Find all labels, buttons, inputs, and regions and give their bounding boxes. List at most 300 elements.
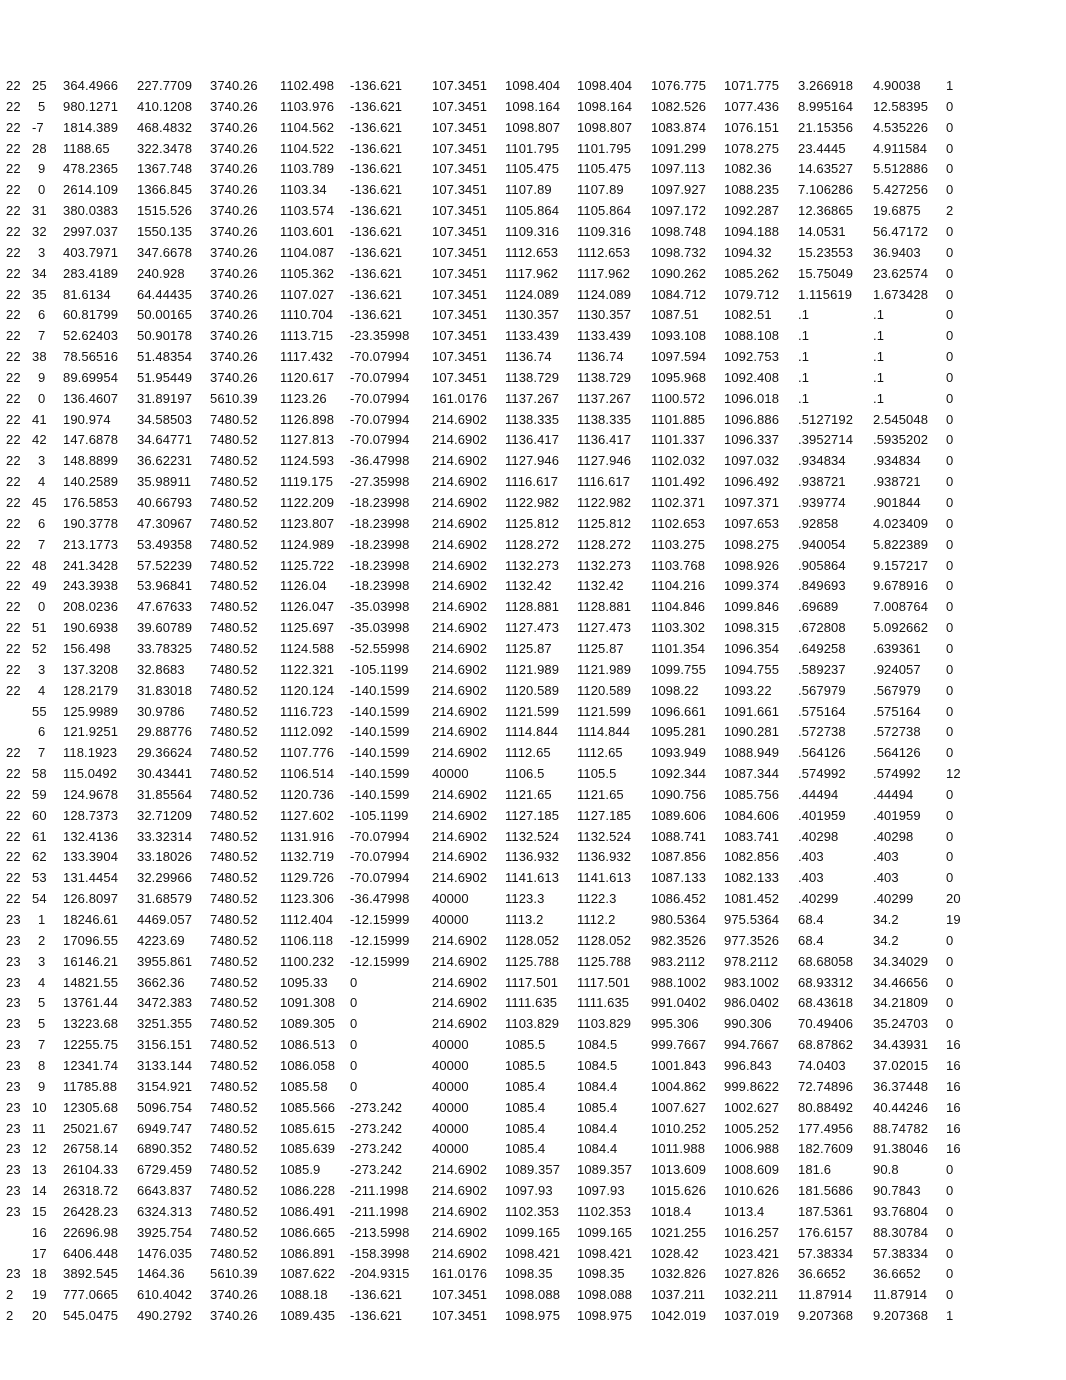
table-cell: 1136.74 <box>577 349 624 364</box>
table-cell: 22 <box>6 849 21 864</box>
table-row <box>6 411 1046 432</box>
table-cell: 1099.755 <box>651 662 707 677</box>
table-cell: 7480.52 <box>210 954 258 969</box>
table-row <box>6 600 1046 621</box>
table-cell: 1121.989 <box>505 662 560 677</box>
table-cell: 1112.2 <box>577 912 616 927</box>
table-cell: 68.4 <box>798 933 824 948</box>
table-cell: 107.3451 <box>432 287 488 302</box>
table-cell: 148.8899 <box>63 453 119 468</box>
table-cell: 0 <box>946 641 954 656</box>
table-cell: 22 <box>6 391 21 406</box>
table-cell: 1123.26 <box>280 391 327 406</box>
table-cell: 11785.88 <box>63 1079 118 1094</box>
table-cell: 40.44246 <box>873 1100 929 1115</box>
table-cell: 1101.795 <box>505 141 560 156</box>
table-cell: .649258 <box>798 641 846 656</box>
table-cell: 410.1208 <box>137 99 193 114</box>
table-cell: 12341.74 <box>63 1058 119 1073</box>
table-cell: 1018.4 <box>651 1204 692 1219</box>
table-cell: 1104.522 <box>280 141 335 156</box>
table-cell: 3472.383 <box>137 995 193 1010</box>
table-cell: -140.1599 <box>350 704 410 719</box>
table-cell: 1104.087 <box>280 245 335 260</box>
table-cell: 1111.635 <box>577 995 630 1010</box>
table-cell: 0 <box>946 995 954 1010</box>
table-cell: 40000 <box>432 766 469 781</box>
table-cell: 0 <box>350 995 358 1010</box>
table-cell: 47.30967 <box>137 516 193 531</box>
table-cell: 0 <box>946 245 954 260</box>
table-cell: 136.4607 <box>63 391 119 406</box>
table-cell: 3.266918 <box>798 78 854 93</box>
table-cell: 190.3778 <box>63 516 119 531</box>
table-cell: 1110.704 <box>280 307 334 322</box>
table-cell: 1099.165 <box>577 1225 633 1240</box>
table-cell: 1132.273 <box>577 558 632 573</box>
table-cell: 1101.337 <box>651 432 706 447</box>
table-cell: 42 <box>32 432 47 447</box>
table-cell: 128.2179 <box>63 683 119 698</box>
table-cell: 1126.04 <box>280 578 327 593</box>
table-cell: 1091.308 <box>280 995 336 1010</box>
table-cell: 1138.335 <box>577 412 632 427</box>
table-row <box>6 516 1046 537</box>
table-cell: -36.47998 <box>350 453 410 468</box>
table-row <box>6 243 1046 264</box>
table-cell: 107.3451 <box>432 161 488 176</box>
table-cell: 975.5364 <box>724 912 780 927</box>
table-cell: 19 <box>946 912 961 927</box>
table-cell: 999.7667 <box>651 1037 707 1052</box>
table-cell: 3156.151 <box>137 1037 193 1052</box>
table-cell: 1084.4 <box>577 1141 618 1156</box>
table-cell: 1124.588 <box>280 641 335 656</box>
table-cell: 0 <box>946 724 954 739</box>
table-cell: 7480.52 <box>210 620 258 635</box>
table-cell: 26758.14 <box>63 1141 119 1156</box>
table-cell: 29.36624 <box>137 745 193 760</box>
table-cell: 0 <box>946 1246 954 1261</box>
table-cell: .1 <box>873 307 885 322</box>
table-cell: 0 <box>946 578 954 593</box>
table-cell: 1081.452 <box>724 891 780 906</box>
table-cell: 1103.976 <box>280 99 335 114</box>
table-cell: 1093.22 <box>724 683 772 698</box>
table-cell: 12 <box>946 766 961 781</box>
table-cell: 5.512886 <box>873 161 929 176</box>
table-cell: 1128.881 <box>577 599 632 614</box>
table-cell: 1117.432 <box>280 349 334 364</box>
table-cell: 22 <box>6 829 21 844</box>
table-cell: 1096.661 <box>651 704 707 719</box>
table-cell: 227.7709 <box>137 78 193 93</box>
table-cell: 1098.807 <box>505 120 561 135</box>
table-cell: 1121.989 <box>577 662 632 677</box>
table-cell: 977.3526 <box>724 933 780 948</box>
table-cell: 3740.26 <box>210 120 258 135</box>
table-cell: 1116.617 <box>577 474 631 489</box>
table-cell: 1125.788 <box>505 954 560 969</box>
table-cell: 40000 <box>432 1058 469 1073</box>
table-cell: 190.6938 <box>63 620 119 635</box>
table-cell: 214.6902 <box>432 599 488 614</box>
table-cell: -70.07994 <box>350 870 410 885</box>
table-cell: 1117.501 <box>577 975 631 990</box>
table-cell: 1 <box>946 1308 954 1323</box>
table-cell: 1103.601 <box>280 224 335 239</box>
table-cell: 1122.982 <box>577 495 632 510</box>
table-cell: 3 <box>38 453 46 468</box>
table-cell: 1112.65 <box>505 745 551 760</box>
table-cell: 1515.526 <box>137 203 193 218</box>
table-cell: 22 <box>6 891 21 906</box>
table-cell: 1105.5 <box>577 766 617 781</box>
table-cell: 1004.862 <box>651 1079 707 1094</box>
table-cell: 996.843 <box>724 1058 772 1073</box>
table-cell: 3662.36 <box>137 975 185 990</box>
table-cell: 1128.052 <box>505 933 560 948</box>
table-cell: 1106.514 <box>280 766 335 781</box>
table-cell: 1085.615 <box>280 1121 336 1136</box>
table-cell: 47.67633 <box>137 599 193 614</box>
table-cell: 1125.87 <box>577 641 624 656</box>
table-cell: 1098.22 <box>651 683 699 698</box>
table-cell: -12.15999 <box>350 954 410 969</box>
table-cell: 52 <box>32 641 47 656</box>
table-cell: 7 <box>38 537 46 552</box>
table-cell: 214.6902 <box>432 516 488 531</box>
table-cell: .564126 <box>873 745 921 760</box>
table-cell: 22 <box>6 766 21 781</box>
table-cell: 990.306 <box>724 1016 772 1031</box>
table-cell: 1476.035 <box>137 1246 193 1261</box>
table-cell: 147.6878 <box>63 432 119 447</box>
table-cell: 283.4189 <box>63 266 119 281</box>
table-cell: 1103.574 <box>280 203 335 218</box>
table-cell: 214.6902 <box>432 537 488 552</box>
table-cell: -70.07994 <box>350 391 410 406</box>
table-cell: 32 <box>32 224 47 239</box>
table-cell: -140.1599 <box>350 766 410 781</box>
table-cell: .924057 <box>873 662 921 677</box>
table-cell: -136.621 <box>350 78 403 93</box>
table-cell: 33.18026 <box>137 849 193 864</box>
table-cell: 1120.589 <box>505 683 560 698</box>
table-cell: 1103.829 <box>505 1016 560 1031</box>
table-cell: 9.678916 <box>873 578 929 593</box>
table-cell: 1103.789 <box>280 161 335 176</box>
table-cell: 347.6678 <box>137 245 193 260</box>
table-cell: 31.85564 <box>137 787 193 802</box>
table-row <box>6 579 1046 600</box>
table-cell: 8 <box>38 1058 46 1073</box>
table-cell: 1123.3 <box>505 891 545 906</box>
table-cell: 35.24703 <box>873 1016 929 1031</box>
table-cell: 55 <box>32 704 47 719</box>
table-cell: 4.023409 <box>873 516 929 531</box>
table-cell: 22 <box>6 578 21 593</box>
table-cell: 1119.175 <box>280 474 334 489</box>
table-cell: 4.911584 <box>873 141 928 156</box>
table-cell: 982.3526 <box>651 933 707 948</box>
table-cell: 1088.949 <box>724 745 780 760</box>
table-cell: .5127192 <box>798 412 854 427</box>
table-cell: 214.6902 <box>432 432 488 447</box>
table-cell: 1098.35 <box>577 1266 625 1281</box>
table-cell: 1107.89 <box>505 182 552 197</box>
table-cell: 7480.52 <box>210 1121 258 1136</box>
table-cell: 1132.524 <box>577 829 632 844</box>
table-cell: 1125.722 <box>280 558 335 573</box>
table-cell: 7480.52 <box>210 516 258 531</box>
table-cell: 22 <box>6 495 21 510</box>
table-cell: 1102.371 <box>651 495 706 510</box>
table-cell: -273.242 <box>350 1141 403 1156</box>
table-cell: 5 <box>38 995 46 1010</box>
table-cell: 3 <box>38 954 46 969</box>
table-cell: 8.995164 <box>798 99 854 114</box>
table-cell: 1086.228 <box>280 1183 336 1198</box>
table-cell: 380.0383 <box>63 203 119 218</box>
table-cell: 1095.33 <box>280 975 328 990</box>
table-cell: -70.07994 <box>350 370 410 385</box>
table-cell: 0 <box>38 391 46 406</box>
table-cell: 22 <box>6 307 21 322</box>
table-cell: 1117.962 <box>577 266 631 281</box>
table-cell: 6729.459 <box>137 1162 193 1177</box>
table-cell: 1097.93 <box>577 1183 625 1198</box>
table-cell: 1102.498 <box>280 78 335 93</box>
table-cell: 7480.52 <box>210 1204 258 1219</box>
table-cell: 7480.52 <box>210 474 258 489</box>
table-cell: 1082.856 <box>724 849 780 864</box>
table-cell: 118.1923 <box>63 745 118 760</box>
table-cell: 1138.729 <box>505 370 560 385</box>
table-cell: 1095.968 <box>651 370 707 385</box>
table-cell: 214.6902 <box>432 1204 488 1219</box>
table-cell: 0 <box>946 1287 954 1302</box>
table-cell: 1130.357 <box>505 307 560 322</box>
table-cell: 60.81799 <box>63 307 119 322</box>
table-cell: 1085.5 <box>505 1058 546 1073</box>
table-cell: 1090.262 <box>651 266 707 281</box>
table-cell: 0 <box>946 537 954 552</box>
table-cell: 22 <box>6 245 21 260</box>
table-cell: 31.89197 <box>137 391 193 406</box>
table-cell: -140.1599 <box>350 745 410 760</box>
table-cell: 90.8 <box>873 1162 899 1177</box>
table-cell: 0 <box>946 120 954 135</box>
table-cell: 5 <box>38 1016 46 1031</box>
table-cell: 1122.321 <box>280 662 335 677</box>
table-cell: -136.621 <box>350 141 403 156</box>
table-cell: 1085.4 <box>577 1100 618 1115</box>
table-cell: 980.5364 <box>651 912 707 927</box>
table-cell: 3740.26 <box>210 349 258 364</box>
table-cell: 214.6902 <box>432 495 488 510</box>
table-cell: 6890.352 <box>137 1141 193 1156</box>
table-cell: 5.092662 <box>873 620 929 635</box>
table-cell: 1127.185 <box>505 808 560 823</box>
table-cell: 7480.52 <box>210 1162 258 1177</box>
table-cell: .5935202 <box>873 432 929 447</box>
table-cell: 1.673428 <box>873 287 929 302</box>
table-cell: 214.6902 <box>432 683 488 698</box>
table-cell: 5096.754 <box>137 1100 193 1115</box>
table-cell: 21.15356 <box>798 120 854 135</box>
table-cell: 1113.715 <box>280 328 334 343</box>
table-cell: 6 <box>38 307 46 322</box>
table-cell: 1122.982 <box>505 495 560 510</box>
table-cell: 181.6 <box>798 1162 832 1177</box>
table-row <box>6 75 1046 96</box>
table-cell: 22 <box>6 99 21 114</box>
table-cell: 1095.281 <box>651 724 707 739</box>
table-cell: 107.3451 <box>432 349 488 364</box>
table-row <box>6 159 1046 180</box>
table-cell: 2.545048 <box>873 412 929 427</box>
table-cell: 1027.826 <box>724 1266 780 1281</box>
table-cell: 34.43931 <box>873 1037 929 1052</box>
table-cell: 0 <box>946 182 954 197</box>
table-cell: 1103.275 <box>651 537 706 552</box>
table-cell: 57.52239 <box>137 558 193 573</box>
table-cell: 2 <box>6 1308 14 1323</box>
table-cell: 2 <box>38 933 46 948</box>
table-cell: 1132.719 <box>280 849 335 864</box>
table-cell: 1138.335 <box>505 412 560 427</box>
table-cell: 22696.98 <box>63 1225 119 1240</box>
table-cell: .575164 <box>873 704 921 719</box>
table-cell: -136.621 <box>350 182 403 197</box>
table-cell: 4.90038 <box>873 78 921 93</box>
table-row <box>6 306 1046 327</box>
table-cell: 1128.272 <box>505 537 560 552</box>
table-cell: 107.3451 <box>432 1287 488 1302</box>
table-cell: 214.6902 <box>432 558 488 573</box>
table-cell: 1117.962 <box>505 266 559 281</box>
table-cell: 1125.697 <box>280 620 335 635</box>
table-cell: 1121.65 <box>505 787 552 802</box>
table-cell: 1112.653 <box>577 245 631 260</box>
table-cell: -52.55998 <box>350 641 410 656</box>
table-cell: .40298 <box>798 829 839 844</box>
table-cell: 1100.232 <box>280 954 335 969</box>
table-cell: -70.07994 <box>350 849 410 864</box>
table-cell: 54 <box>32 891 47 906</box>
table-cell: 1106.5 <box>505 766 545 781</box>
table-cell: 40000 <box>432 1121 469 1136</box>
table-cell: -70.07994 <box>350 432 410 447</box>
table-cell: 7480.52 <box>210 1183 258 1198</box>
table-cell: 3740.26 <box>210 370 258 385</box>
table-cell: 12.36865 <box>798 203 854 218</box>
table-cell: 16 <box>946 1100 961 1115</box>
table-cell: 51.95449 <box>137 370 193 385</box>
table-cell: 57.38334 <box>873 1246 929 1261</box>
table-cell: 978.2112 <box>724 954 779 969</box>
table-cell: 983.1002 <box>724 975 780 990</box>
table-cell: 1138.729 <box>577 370 632 385</box>
table-cell: 1085.4 <box>505 1141 546 1156</box>
table-cell: 7480.52 <box>210 829 258 844</box>
table-cell: 1076.151 <box>724 120 780 135</box>
table-cell: 214.6902 <box>432 954 488 969</box>
table-cell: 26104.33 <box>63 1162 119 1177</box>
table-cell: -136.621 <box>350 99 403 114</box>
table-row <box>6 348 1046 369</box>
table-row <box>6 684 1046 705</box>
table-cell: 1085.639 <box>280 1141 336 1156</box>
table-cell: 0 <box>946 620 954 635</box>
table-cell: 1085.566 <box>280 1100 336 1115</box>
table-cell: 68.43618 <box>798 995 854 1010</box>
table-cell: .40299 <box>873 891 914 906</box>
table-cell: 0 <box>946 453 954 468</box>
table-cell: 1124.593 <box>280 453 335 468</box>
table-cell: -140.1599 <box>350 787 410 802</box>
table-cell: 107.3451 <box>432 1308 488 1323</box>
table-cell: 6643.837 <box>137 1183 193 1198</box>
table-cell: 1083.874 <box>651 120 707 135</box>
table-cell: 53 <box>32 870 47 885</box>
table-cell: .938721 <box>798 474 846 489</box>
table-cell: 0 <box>946 662 954 677</box>
table-cell: 214.6902 <box>432 829 488 844</box>
table-cell: .40298 <box>873 829 914 844</box>
table-cell: -23.35998 <box>350 328 410 343</box>
table-cell: 1101.354 <box>651 641 706 656</box>
table-cell: 115.0492 <box>63 766 118 781</box>
table-cell: 1092.287 <box>724 203 780 218</box>
table-cell: 0 <box>946 391 954 406</box>
table-cell: 36.37448 <box>873 1079 929 1094</box>
table-cell: 1107.776 <box>280 745 335 760</box>
table-cell: -136.621 <box>350 266 403 281</box>
table-cell: 81.6134 <box>63 287 111 302</box>
table-cell: 1109.316 <box>577 224 632 239</box>
table-cell: 1141.613 <box>505 870 560 885</box>
table-cell: 107.3451 <box>432 120 488 135</box>
table-cell: .1 <box>798 328 810 343</box>
table-cell: .639361 <box>873 641 921 656</box>
table-cell: 53.96841 <box>137 578 193 593</box>
table-cell: 1094.188 <box>724 224 780 239</box>
table-cell: 11 <box>32 1121 46 1136</box>
table-cell: -204.9315 <box>350 1266 410 1281</box>
table-row <box>6 453 1046 474</box>
table-cell: 1093.949 <box>651 745 707 760</box>
table-cell: 3740.26 <box>210 99 258 114</box>
table-cell: 7480.52 <box>210 849 258 864</box>
table-cell: 11.87914 <box>873 1287 928 1302</box>
table-cell: 23 <box>6 1204 21 1219</box>
table-cell: 17096.55 <box>63 933 119 948</box>
table-cell: 0 <box>946 224 954 239</box>
table-cell: 0 <box>946 328 954 343</box>
table-cell: 190.974 <box>63 412 111 427</box>
table-cell: 1133.439 <box>577 328 632 343</box>
table-cell: 23 <box>6 1266 21 1281</box>
table-cell: 26428.23 <box>63 1204 119 1219</box>
table-cell: -136.621 <box>350 224 403 239</box>
table-cell: 0 <box>946 599 954 614</box>
table-cell: .403 <box>873 870 899 885</box>
table-cell: .403 <box>873 849 899 864</box>
table-cell: 68.4 <box>798 912 824 927</box>
table-cell: 11.87914 <box>798 1287 853 1302</box>
